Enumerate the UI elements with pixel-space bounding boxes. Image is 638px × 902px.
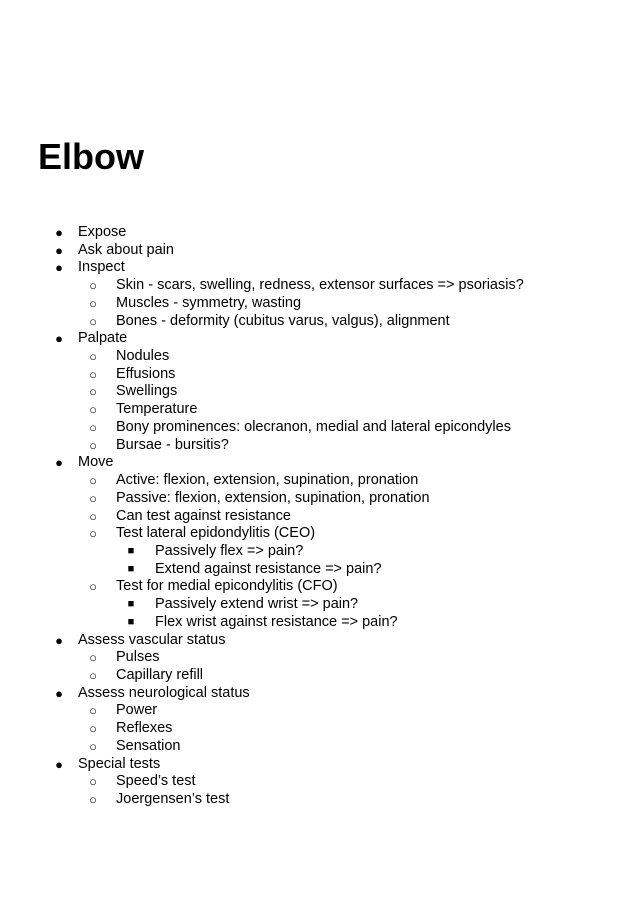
- filled-circle-bullet-icon: ●: [55, 242, 63, 258]
- outline-item-text: Power: [116, 702, 158, 719]
- outline-item-text: Ask about pain: [78, 241, 174, 258]
- filled-circle-bullet-icon: ●: [55, 455, 63, 471]
- outline-item-text: Bony prominences: olecranon, medial and lateral epicondyles: [116, 418, 511, 435]
- outline-item-text: Swellings: [116, 383, 178, 400]
- hollow-circle-bullet-icon: ○: [89, 278, 97, 294]
- outline-item-text: Can test against resistance: [116, 507, 291, 524]
- filled-circle-bullet-icon: ●: [55, 632, 63, 648]
- outline-item-text: Bursae - bursitis?: [116, 436, 229, 453]
- square-bullet-icon: ■: [127, 544, 135, 557]
- hollow-circle-bullet-icon: ○: [89, 667, 97, 683]
- filled-circle-bullet-icon: ●: [55, 756, 63, 772]
- hollow-circle-bullet-icon: ○: [89, 792, 97, 807]
- outline-item-text: Bones - deformity (cubitus varus, valgus), alignment: [116, 312, 450, 329]
- hollow-circle-bullet-icon: ○: [89, 774, 97, 790]
- outline-item-text: Temperature: [116, 401, 198, 418]
- hollow-circle-bullet-icon: ○: [89, 402, 97, 418]
- outline-item-text: Capillary refill: [116, 666, 204, 683]
- outline-item-text: Passively extend wrist => pain?: [155, 596, 359, 613]
- hollow-circle-bullet-icon: ○: [89, 419, 97, 435]
- hollow-circle-bullet-icon: ○: [89, 650, 97, 666]
- outline-item-text: Test for medial epicondylitis (CFO): [116, 578, 338, 595]
- square-bullet-icon: ■: [127, 598, 135, 611]
- outline-item-text: Skin - scars, swelling, redness, extensor surfaces => psoriasis?: [116, 277, 524, 294]
- outline-item-text: Active: flexion, extension, supination, pronation: [116, 472, 419, 489]
- hollow-circle-bullet-icon: ○: [89, 473, 97, 489]
- outline-item-text: Assess neurological status: [78, 684, 250, 701]
- hollow-circle-bullet-icon: ○: [89, 508, 97, 524]
- square-bullet-icon: ■: [127, 615, 135, 628]
- filled-circle-bullet-icon: ●: [55, 225, 63, 240]
- hollow-circle-bullet-icon: ○: [89, 579, 97, 595]
- filled-circle-bullet-icon: ●: [55, 260, 63, 276]
- hollow-circle-bullet-icon: ○: [89, 738, 97, 754]
- outline-item-text: Inspect: [78, 259, 125, 276]
- outline-item-text: Pulses: [116, 649, 160, 666]
- filled-circle-bullet-icon: ●: [55, 685, 63, 701]
- outline-item-text: Sensation: [116, 737, 181, 754]
- hollow-circle-bullet-icon: ○: [89, 703, 97, 719]
- filled-circle-bullet-icon: ●: [55, 331, 63, 347]
- outline-item-text: Speed’s test: [116, 773, 196, 790]
- outline-item-text: Effusions: [116, 365, 176, 382]
- hollow-circle-bullet-icon: ○: [89, 721, 97, 737]
- outline-item-text: Passive: flexion, extension, supination, pronation: [116, 489, 430, 506]
- hollow-circle-bullet-icon: ○: [89, 526, 97, 542]
- hollow-circle-bullet-icon: ○: [89, 384, 97, 400]
- outline-item-text: Flex wrist against resistance => pain?: [155, 613, 398, 630]
- outline-item-text: Palpate: [78, 330, 128, 347]
- outline-item-text: Reflexes: [116, 720, 173, 737]
- outline-item-text: Test lateral epidondylitis (CEO): [116, 525, 316, 542]
- outline-item-text: Extend against resistance => pain?: [155, 560, 382, 577]
- outline-item-text: Passively flex => pain?: [155, 542, 304, 559]
- document-title: Elbow: [38, 136, 144, 177]
- outline-item-text: Muscles - symmetry, wasting: [116, 294, 302, 311]
- hollow-circle-bullet-icon: ○: [89, 313, 97, 329]
- outline-item-text: Joergensen’s test: [116, 791, 230, 807]
- outline-item-text: Nodules: [116, 348, 170, 365]
- outline-item-text: Assess vascular status: [78, 631, 226, 648]
- outline-item-text: Special tests: [78, 755, 161, 772]
- hollow-circle-bullet-icon: ○: [89, 349, 97, 365]
- outline-item-text: Expose: [78, 224, 127, 240]
- hollow-circle-bullet-icon: ○: [89, 295, 97, 311]
- square-bullet-icon: ■: [127, 562, 135, 575]
- hollow-circle-bullet-icon: ○: [89, 366, 97, 382]
- outline-item-text: Move: [78, 454, 114, 471]
- hollow-circle-bullet-icon: ○: [89, 437, 97, 453]
- hollow-circle-bullet-icon: ○: [89, 490, 97, 506]
